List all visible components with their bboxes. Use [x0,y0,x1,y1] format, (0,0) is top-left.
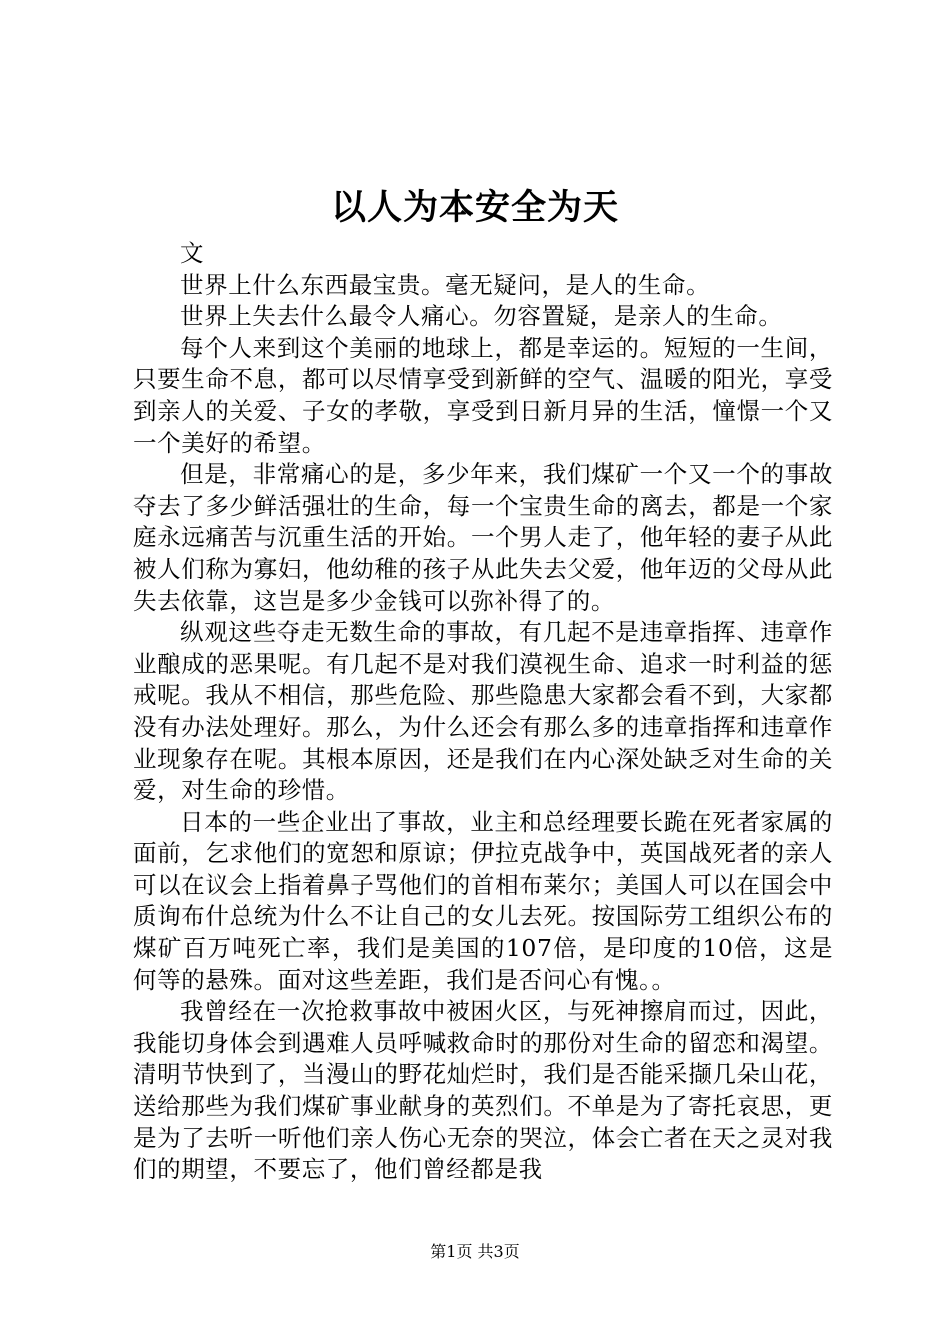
paragraph: 纵观这些夺走无数生命的事故，有几起不是违章指挥、违章作业酿成的恶果呢。有几起不是对我们漠视生命、追求一时利益的惩戒呢。我从不相信，那些危险、那些隐患大家都会看不到，大家都没有办法处理好。那么，为什么还会有那么多的违章指挥和违章作业现象存在呢。其根本原因，还是我们在内心深处缺乏对生命的关爱，对生命的珍惜。 [133,618,833,805]
page-number-footer: 第1页 共3页 [430,1242,520,1261]
document-body [133,238,833,1186]
paragraph: 但是，非常痛心的是，多少年来，我们煤矿一个又一个的事故夺去了多少鲜活强壮的生命，每一个宝贵生命的离去，都是一个家庭永远痛苦与沉重生活的开始。一个男人走了，他年轻的妻子从此被人们称为寡妇，他幼稚的孩子从此失去父爱，他年迈的父母从此失去依靠，这岂是多少金钱可以弥补得了的。 [133,460,833,615]
paragraph: 世界上什么东西最宝贵。毫无疑问，是人的生命。 [180,270,711,299]
paragraph: 世界上失去什么最令人痛心。勿容置疑，是亲人的生命。 [180,302,783,331]
paragraph: 日本的一些企业出了事故，业主和总经理要长跪在死者家属的面前，乞求他们的宽恕和原谅；伊拉克战争中，英国战死者的亲人可以在议会上指着鼻子骂他们的首相布莱尔；美国人可以在国会中质询布什总统为什么不让自己的女儿去死。按国际劳工组织公布的煤矿百万吨死亡率，我们是美国的107倍，是印度的10倍，这是何等的悬殊。面对这些差距，我们是否问心有愧。。 [133,807,833,994]
paragraph: 每个人来到这个美丽的地球上，都是幸运的。短短的一生间，只要生命不息，都可以尽情享受到新鲜的空气、温暖的阳光，享受到亲人的关爱、子女的孝敬，享受到日新月异的生活，憧憬一个又一个美好的希望。 [133,333,833,457]
paragraph: 我曾经在一次抢救事故中被困火区，与死神擦肩而过，因此，我能切身体会到遇难人员呼喊救命时的那份对生命的留恋和渴望。清明节快到了，当漫山的野花灿烂时，我们是否能采撷几朵山花，送给那些为我们煤矿事业献身的英烈们。不单是为了寄托哀思，更是为了去听一听他们亲人伤心无奈的哭泣，体会亡者在天之灵对我们的期望，不要忘了，他们曾经都是我 [133,997,833,1184]
author-line: 文 [180,239,205,267]
document-title: 以人为本安全为天 [330,187,619,228]
